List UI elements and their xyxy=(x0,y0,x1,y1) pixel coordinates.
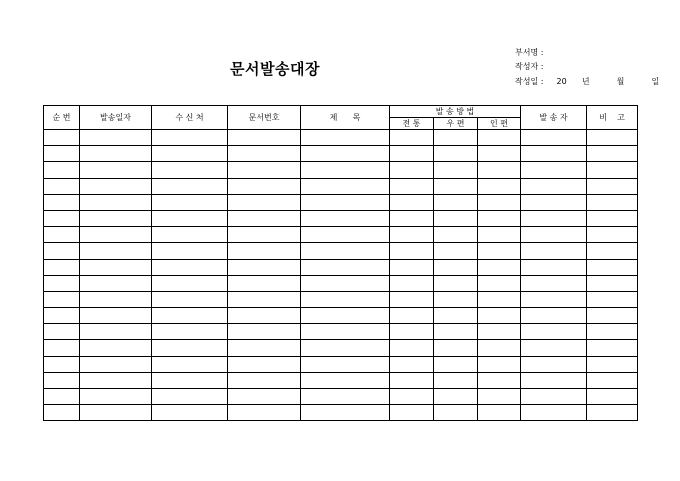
table-cell[interactable] xyxy=(478,291,521,307)
header-send-date: 발송일자 xyxy=(80,106,152,130)
table-cell[interactable] xyxy=(390,372,434,388)
table-cell[interactable] xyxy=(390,162,434,178)
table-cell[interactable] xyxy=(228,291,301,307)
table-cell[interactable] xyxy=(478,178,521,194)
header-send-method: 발 송 방 법 xyxy=(390,106,521,118)
year-prefix: 20 xyxy=(556,77,567,86)
table-cell[interactable] xyxy=(152,259,228,275)
table-cell[interactable] xyxy=(478,389,521,405)
table-cell[interactable] xyxy=(301,340,390,356)
table-cell[interactable] xyxy=(521,210,587,226)
table-cell[interactable] xyxy=(478,210,521,226)
table-cell[interactable] xyxy=(434,259,478,275)
table-cell[interactable] xyxy=(152,340,228,356)
table-cell[interactable] xyxy=(434,227,478,243)
table-cell[interactable] xyxy=(80,389,152,405)
table-cell[interactable] xyxy=(44,146,80,162)
day-unit: 일 xyxy=(651,77,660,86)
ledger-body xyxy=(44,130,638,421)
table-cell[interactable] xyxy=(434,130,478,146)
table-cell[interactable] xyxy=(301,356,390,372)
table-cell[interactable] xyxy=(521,372,587,388)
table-cell[interactable] xyxy=(521,162,587,178)
table-row xyxy=(44,356,638,372)
table-cell[interactable] xyxy=(434,243,478,259)
table-cell[interactable] xyxy=(478,259,521,275)
table-cell[interactable] xyxy=(44,194,80,210)
table-cell[interactable] xyxy=(587,291,638,307)
table-row xyxy=(44,194,638,210)
table-cell[interactable] xyxy=(478,130,521,146)
table-cell[interactable] xyxy=(301,243,390,259)
table-cell[interactable] xyxy=(390,194,434,210)
table-cell[interactable] xyxy=(228,227,301,243)
table-cell[interactable] xyxy=(44,356,80,372)
table-cell[interactable] xyxy=(390,389,434,405)
table-cell[interactable] xyxy=(521,259,587,275)
table-row xyxy=(44,259,638,275)
table-cell[interactable] xyxy=(587,194,638,210)
table-cell[interactable] xyxy=(587,356,638,372)
table-cell[interactable] xyxy=(152,146,228,162)
table-cell[interactable] xyxy=(228,130,301,146)
table-cell[interactable] xyxy=(478,340,521,356)
table-cell[interactable] xyxy=(44,275,80,291)
table-cell[interactable] xyxy=(478,146,521,162)
table-cell[interactable] xyxy=(390,275,434,291)
table-cell[interactable] xyxy=(434,178,478,194)
table-row xyxy=(44,243,638,259)
table-cell[interactable] xyxy=(301,162,390,178)
author-field xyxy=(515,62,543,72)
table-cell[interactable] xyxy=(80,227,152,243)
table-cell[interactable] xyxy=(434,308,478,324)
table-cell[interactable] xyxy=(152,389,228,405)
table-cell[interactable] xyxy=(228,324,301,340)
table-cell[interactable] xyxy=(390,324,434,340)
table-cell[interactable] xyxy=(44,340,80,356)
table-row xyxy=(44,324,638,340)
table-row xyxy=(44,340,638,356)
table-cell[interactable] xyxy=(228,210,301,226)
table-cell[interactable] xyxy=(152,405,228,421)
table-cell[interactable] xyxy=(478,372,521,388)
table-row xyxy=(44,372,638,388)
table-cell[interactable] xyxy=(152,356,228,372)
table-row xyxy=(44,178,638,194)
table-cell[interactable] xyxy=(434,340,478,356)
table-row xyxy=(44,130,638,146)
table-cell[interactable] xyxy=(152,130,228,146)
table-cell[interactable] xyxy=(301,324,390,340)
header-remarks: 비 고 xyxy=(587,106,638,130)
table-cell[interactable] xyxy=(587,162,638,178)
table-cell[interactable] xyxy=(390,356,434,372)
table-cell[interactable] xyxy=(478,275,521,291)
table-row xyxy=(44,389,638,405)
table-cell[interactable] xyxy=(587,389,638,405)
table-cell[interactable] xyxy=(521,405,587,421)
table-cell[interactable] xyxy=(44,324,80,340)
table-cell[interactable] xyxy=(152,227,228,243)
table-cell[interactable] xyxy=(228,259,301,275)
table-cell[interactable] xyxy=(478,227,521,243)
table-cell[interactable] xyxy=(152,162,228,178)
table-cell[interactable] xyxy=(301,389,390,405)
table-cell[interactable] xyxy=(228,372,301,388)
table-cell[interactable] xyxy=(390,178,434,194)
table-cell[interactable] xyxy=(301,308,390,324)
table-cell[interactable] xyxy=(80,210,152,226)
table-cell[interactable] xyxy=(152,308,228,324)
table-cell[interactable] xyxy=(434,162,478,178)
table-cell[interactable] xyxy=(478,194,521,210)
table-row xyxy=(44,146,638,162)
table-cell[interactable] xyxy=(228,275,301,291)
table-cell[interactable] xyxy=(152,194,228,210)
table-cell[interactable] xyxy=(301,194,390,210)
table-cell[interactable] xyxy=(390,291,434,307)
table-cell[interactable] xyxy=(434,324,478,340)
table-cell[interactable] xyxy=(521,275,587,291)
department-field xyxy=(515,48,543,58)
document-title: 문서발송대장 xyxy=(230,60,320,78)
table-cell[interactable] xyxy=(390,130,434,146)
table-cell[interactable] xyxy=(80,291,152,307)
table-cell[interactable] xyxy=(152,178,228,194)
table-cell[interactable] xyxy=(434,356,478,372)
date-field xyxy=(515,77,659,87)
header-method-hand: 인 편 xyxy=(478,118,521,130)
table-cell[interactable] xyxy=(478,356,521,372)
date-label: 작성일 : xyxy=(515,77,544,86)
table-cell[interactable] xyxy=(44,259,80,275)
table-cell[interactable] xyxy=(228,340,301,356)
table-cell[interactable] xyxy=(44,291,80,307)
table-cell[interactable] xyxy=(434,210,478,226)
header-seq: 순 번 xyxy=(44,106,80,130)
table-cell[interactable] xyxy=(390,340,434,356)
table-cell[interactable] xyxy=(301,372,390,388)
table-cell[interactable] xyxy=(80,372,152,388)
table-cell[interactable] xyxy=(434,275,478,291)
table-cell[interactable] xyxy=(521,178,587,194)
table-cell[interactable] xyxy=(152,291,228,307)
table-cell[interactable] xyxy=(80,324,152,340)
table-cell[interactable] xyxy=(587,340,638,356)
table-cell[interactable] xyxy=(44,227,80,243)
table-cell[interactable] xyxy=(228,243,301,259)
table-cell[interactable] xyxy=(80,130,152,146)
table-cell[interactable] xyxy=(434,389,478,405)
header-method-mail: 전 통 xyxy=(390,118,434,130)
table-cell[interactable] xyxy=(434,372,478,388)
table-cell[interactable] xyxy=(521,324,587,340)
table-cell[interactable] xyxy=(301,291,390,307)
table-cell[interactable] xyxy=(521,146,587,162)
table-cell[interactable] xyxy=(478,405,521,421)
table-cell[interactable] xyxy=(390,146,434,162)
table-cell[interactable] xyxy=(478,162,521,178)
table-cell[interactable] xyxy=(587,259,638,275)
table-cell[interactable] xyxy=(152,210,228,226)
table-cell[interactable] xyxy=(301,130,390,146)
table-cell[interactable] xyxy=(80,146,152,162)
table-cell[interactable] xyxy=(228,389,301,405)
table-row xyxy=(44,162,638,178)
table-cell[interactable] xyxy=(478,243,521,259)
table-cell[interactable] xyxy=(587,324,638,340)
table-cell[interactable] xyxy=(521,130,587,146)
table-cell[interactable] xyxy=(80,259,152,275)
table-cell[interactable] xyxy=(521,291,587,307)
table-cell[interactable] xyxy=(301,227,390,243)
table-cell[interactable] xyxy=(80,405,152,421)
table-cell[interactable] xyxy=(521,308,587,324)
table-row xyxy=(44,275,638,291)
table-cell[interactable] xyxy=(390,308,434,324)
header-sender: 발 송 자 xyxy=(521,106,587,130)
month-unit: 월 xyxy=(616,77,625,86)
table-cell[interactable] xyxy=(44,243,80,259)
table-cell[interactable] xyxy=(228,308,301,324)
table-cell[interactable] xyxy=(587,227,638,243)
table-cell[interactable] xyxy=(152,243,228,259)
table-row xyxy=(44,210,638,226)
table-cell[interactable] xyxy=(521,227,587,243)
header-doc-number: 문서번호 xyxy=(228,106,301,130)
table-cell[interactable] xyxy=(434,194,478,210)
table-cell[interactable] xyxy=(80,308,152,324)
table-cell[interactable] xyxy=(44,130,80,146)
table-cell[interactable] xyxy=(44,210,80,226)
table-cell[interactable] xyxy=(478,324,521,340)
table-cell[interactable] xyxy=(80,194,152,210)
header-method-post: 우 편 xyxy=(434,118,478,130)
table-cell[interactable] xyxy=(228,146,301,162)
year-unit: 년 xyxy=(581,77,590,86)
header-subject: 제 목 xyxy=(301,106,390,130)
table-cell[interactable] xyxy=(521,389,587,405)
table-cell[interactable] xyxy=(390,227,434,243)
table-cell[interactable] xyxy=(152,324,228,340)
table-cell[interactable] xyxy=(587,275,638,291)
table-row xyxy=(44,405,638,421)
table-cell[interactable] xyxy=(152,275,228,291)
table-cell[interactable] xyxy=(587,308,638,324)
table-cell[interactable] xyxy=(80,162,152,178)
table-cell[interactable] xyxy=(228,178,301,194)
table-cell[interactable] xyxy=(80,275,152,291)
table-cell[interactable] xyxy=(44,178,80,194)
table-row xyxy=(44,291,638,307)
table-cell[interactable] xyxy=(390,210,434,226)
table-cell[interactable] xyxy=(80,243,152,259)
table-cell[interactable] xyxy=(80,340,152,356)
table-cell[interactable] xyxy=(587,405,638,421)
table-cell[interactable] xyxy=(521,243,587,259)
table-cell[interactable] xyxy=(80,356,152,372)
table-cell[interactable] xyxy=(44,389,80,405)
table-cell[interactable] xyxy=(390,405,434,421)
table-cell[interactable] xyxy=(301,178,390,194)
table-cell[interactable] xyxy=(478,308,521,324)
table-cell[interactable] xyxy=(587,130,638,146)
department-label: 부서명 : xyxy=(515,48,544,57)
table-cell[interactable] xyxy=(80,178,152,194)
table-cell[interactable] xyxy=(301,259,390,275)
table-cell[interactable] xyxy=(301,275,390,291)
table-cell[interactable] xyxy=(301,146,390,162)
table-cell[interactable] xyxy=(228,356,301,372)
table-cell[interactable] xyxy=(587,146,638,162)
table-cell[interactable] xyxy=(301,210,390,226)
table-row xyxy=(44,227,638,243)
dispatch-ledger-table xyxy=(43,105,638,421)
table-cell[interactable] xyxy=(228,405,301,421)
table-cell[interactable] xyxy=(228,162,301,178)
table-cell[interactable] xyxy=(434,146,478,162)
table-cell[interactable] xyxy=(390,243,434,259)
table-cell[interactable] xyxy=(44,405,80,421)
table-cell[interactable] xyxy=(44,162,80,178)
table-cell[interactable] xyxy=(390,259,434,275)
table-row xyxy=(44,308,638,324)
table-cell[interactable] xyxy=(521,340,587,356)
table-cell[interactable] xyxy=(521,356,587,372)
table-cell[interactable] xyxy=(587,178,638,194)
table-cell[interactable] xyxy=(44,372,80,388)
table-cell[interactable] xyxy=(587,243,638,259)
table-cell[interactable] xyxy=(434,291,478,307)
table-cell[interactable] xyxy=(228,194,301,210)
table-cell[interactable] xyxy=(521,194,587,210)
table-cell[interactable] xyxy=(152,372,228,388)
table-cell[interactable] xyxy=(301,405,390,421)
author-label: 작성자 : xyxy=(515,62,544,71)
table-cell[interactable] xyxy=(587,372,638,388)
table-cell[interactable] xyxy=(434,405,478,421)
table-cell[interactable] xyxy=(587,210,638,226)
table-cell[interactable] xyxy=(44,308,80,324)
header-recipient: 수 신 처 xyxy=(152,106,228,130)
